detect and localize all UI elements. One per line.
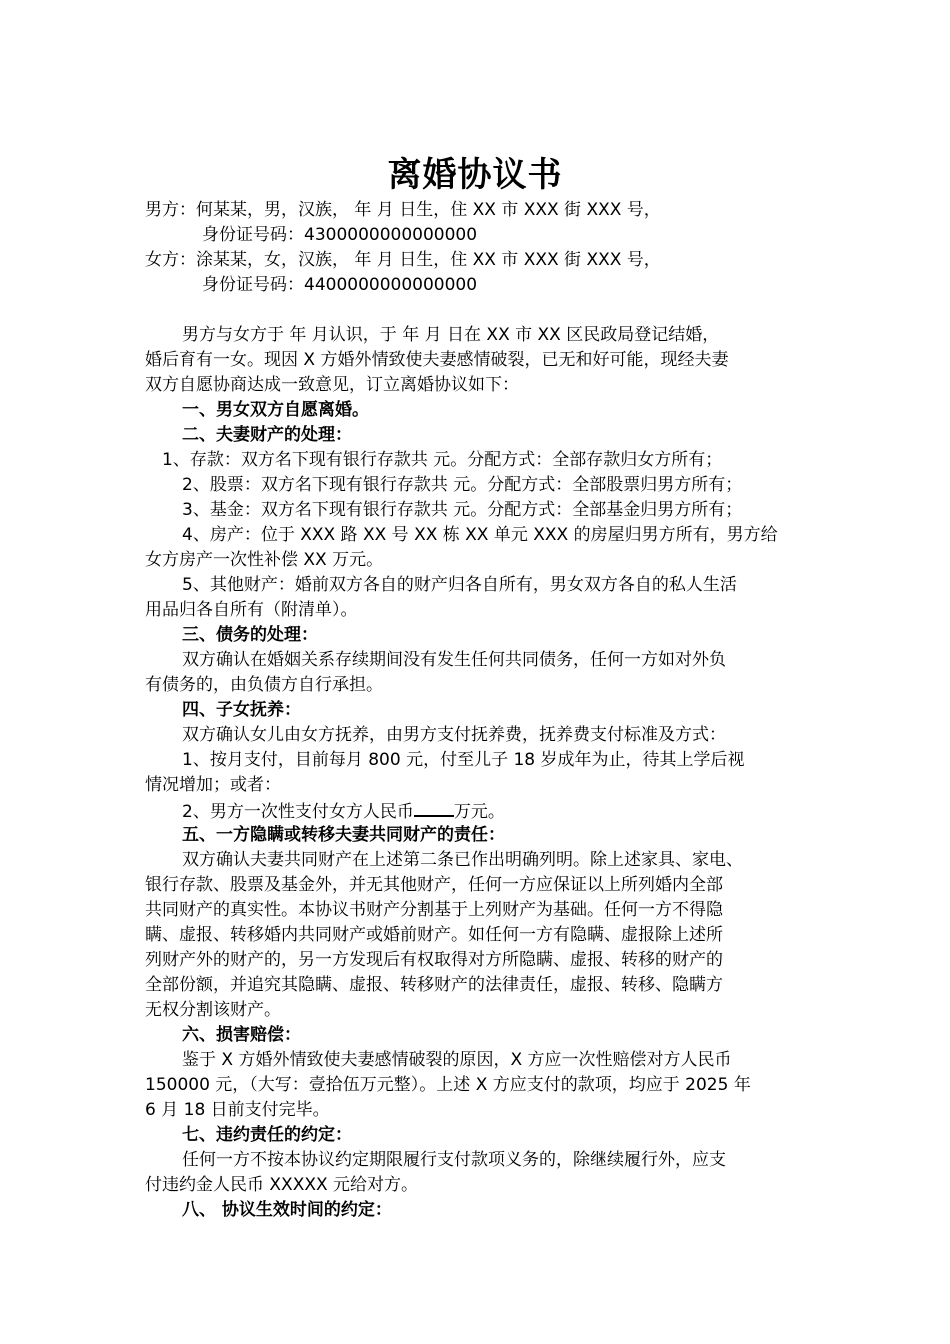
body-line: 双方确认在婚姻关系存续期间没有发生任何共同债务，任何一方如对外负	[182, 650, 726, 670]
body-line: 任何一方不按本协议约定期限履行支付款项义务的，除继续履行外，应支	[182, 1150, 726, 1170]
property-item: 3、基金：双方名下现有银行存款共 元。分配方式：全部基金归男方所有；	[182, 500, 743, 520]
lump-sum-unit: 万元。	[453, 802, 505, 822]
section-heading: 六、损害赔偿：	[182, 1025, 301, 1045]
property-item: 5、其他财产：婚前双方各自的财产归各自所有，男女双方各自的私人生活	[182, 575, 737, 595]
property-item: 女方房产一次性补偿 XX 万元。	[145, 550, 384, 570]
body-line: 双方确认夫妻共同财产在上述第二条已作出明确列明。除上述家具、家电、	[182, 850, 743, 870]
intro-line: 婚后育有一女。现因 X 方婚外情致使夫妻感情破裂，已无和好可能，现经夫妻	[145, 350, 729, 370]
body-line: 6 月 18 日前支付完毕。	[145, 1100, 330, 1120]
property-item: 4、房产：位于 XXX 路 XX 号 XX 栋 XX 单元 XXX 的房屋归男方所有，男方给	[182, 525, 778, 545]
property-item: 用品归各自所有（附清单）。	[145, 600, 358, 620]
property-item: 1、存款：双方名下现有银行存款共 元。分配方式：全部存款归女方所有；	[162, 450, 723, 470]
body-line: 银行存款、股票及基金外，并无其他财产，任何一方应保证以上所列婚内全部	[145, 875, 723, 895]
body-line: 列财产外的财产的，另一方发现后有权取得对方所隐瞒、虚报、转移的财产的	[145, 950, 723, 970]
intro-line: 双方自愿协商达成一致意见，订立离婚协议如下：	[145, 375, 519, 395]
body-line	[182, 798, 505, 825]
intro-line: 男方与女方于 年 月认识，于 年 月 日在 XX 市 XX 区民政局登记结婚，	[182, 325, 720, 345]
document-title: 离婚协议书	[387, 155, 563, 195]
body-line: 付违约金人民币 XXXXX 元给对方。	[145, 1175, 419, 1195]
female-party-line: 女方：涂某某，女，汉族， 年 月 日生，住 XX 市 XXX 街 XXX 号，	[145, 250, 661, 270]
body-line: 情况增加；或者：	[145, 775, 281, 795]
body-line: 150000 元，（大写：壹拾伍万元整）。上述 X 方应支付的款项，均应于 2025 年	[145, 1075, 751, 1095]
male-id-line: 身份证号码：4300000000000000	[202, 225, 478, 245]
section-heading: 七、违约责任的约定：	[182, 1125, 352, 1145]
section-heading: 四、子女抚养：	[182, 700, 301, 720]
female-id-line: 身份证号码：4400000000000000	[202, 275, 478, 295]
section-heading: 五、一方隐瞒或转移夫妻共同财产的责任：	[182, 825, 505, 845]
male-party-line: 男方：何某某，男，汉族， 年 月 日生，住 XX 市 XXX 街 XXX 号，	[145, 200, 661, 220]
section-heading: 八、 协议生效时间的约定：	[182, 1200, 392, 1220]
body-line: 瞒、虚报、转移婚内共同财产或婚前财产。如任何一方有隐瞒、虚报除上述所	[145, 925, 723, 945]
body-line: 双方确认女儿由女方抚养，由男方支付抚养费，抚养费支付标准及方式：	[182, 725, 726, 745]
section-heading: 一、男女双方自愿离婚。	[182, 400, 369, 420]
body-line: 全部份额，并追究其隐瞒、虚报、转移财产的法律责任，虚报、转移、隐瞒方	[145, 975, 723, 995]
amount-blank	[414, 798, 454, 817]
body-line: 无权分割该财产。	[145, 1000, 281, 1020]
body-line: 鉴于 X 方婚外情致使夫妻感情破裂的原因，X 方应一次性赔偿对方人民币	[182, 1050, 732, 1070]
body-line: 共同财产的真实性。本协议书财产分割基于上列财产为基础。任何一方不得隐	[145, 900, 723, 920]
section-heading: 三、债务的处理：	[182, 625, 318, 645]
lump-sum-text: 2、男方一次性支付女方人民币	[182, 802, 414, 822]
body-line: 有债务的，由负债方自行承担。	[145, 675, 383, 695]
body-line: 1、按月支付，目前每月 800 元，付至儿子 18 岁成年为止，待其上学后视	[182, 750, 745, 770]
section-heading: 二、夫妻财产的处理：	[182, 425, 352, 445]
property-item: 2、股票：双方名下现有银行存款共 元。分配方式：全部股票归男方所有；	[182, 475, 743, 495]
